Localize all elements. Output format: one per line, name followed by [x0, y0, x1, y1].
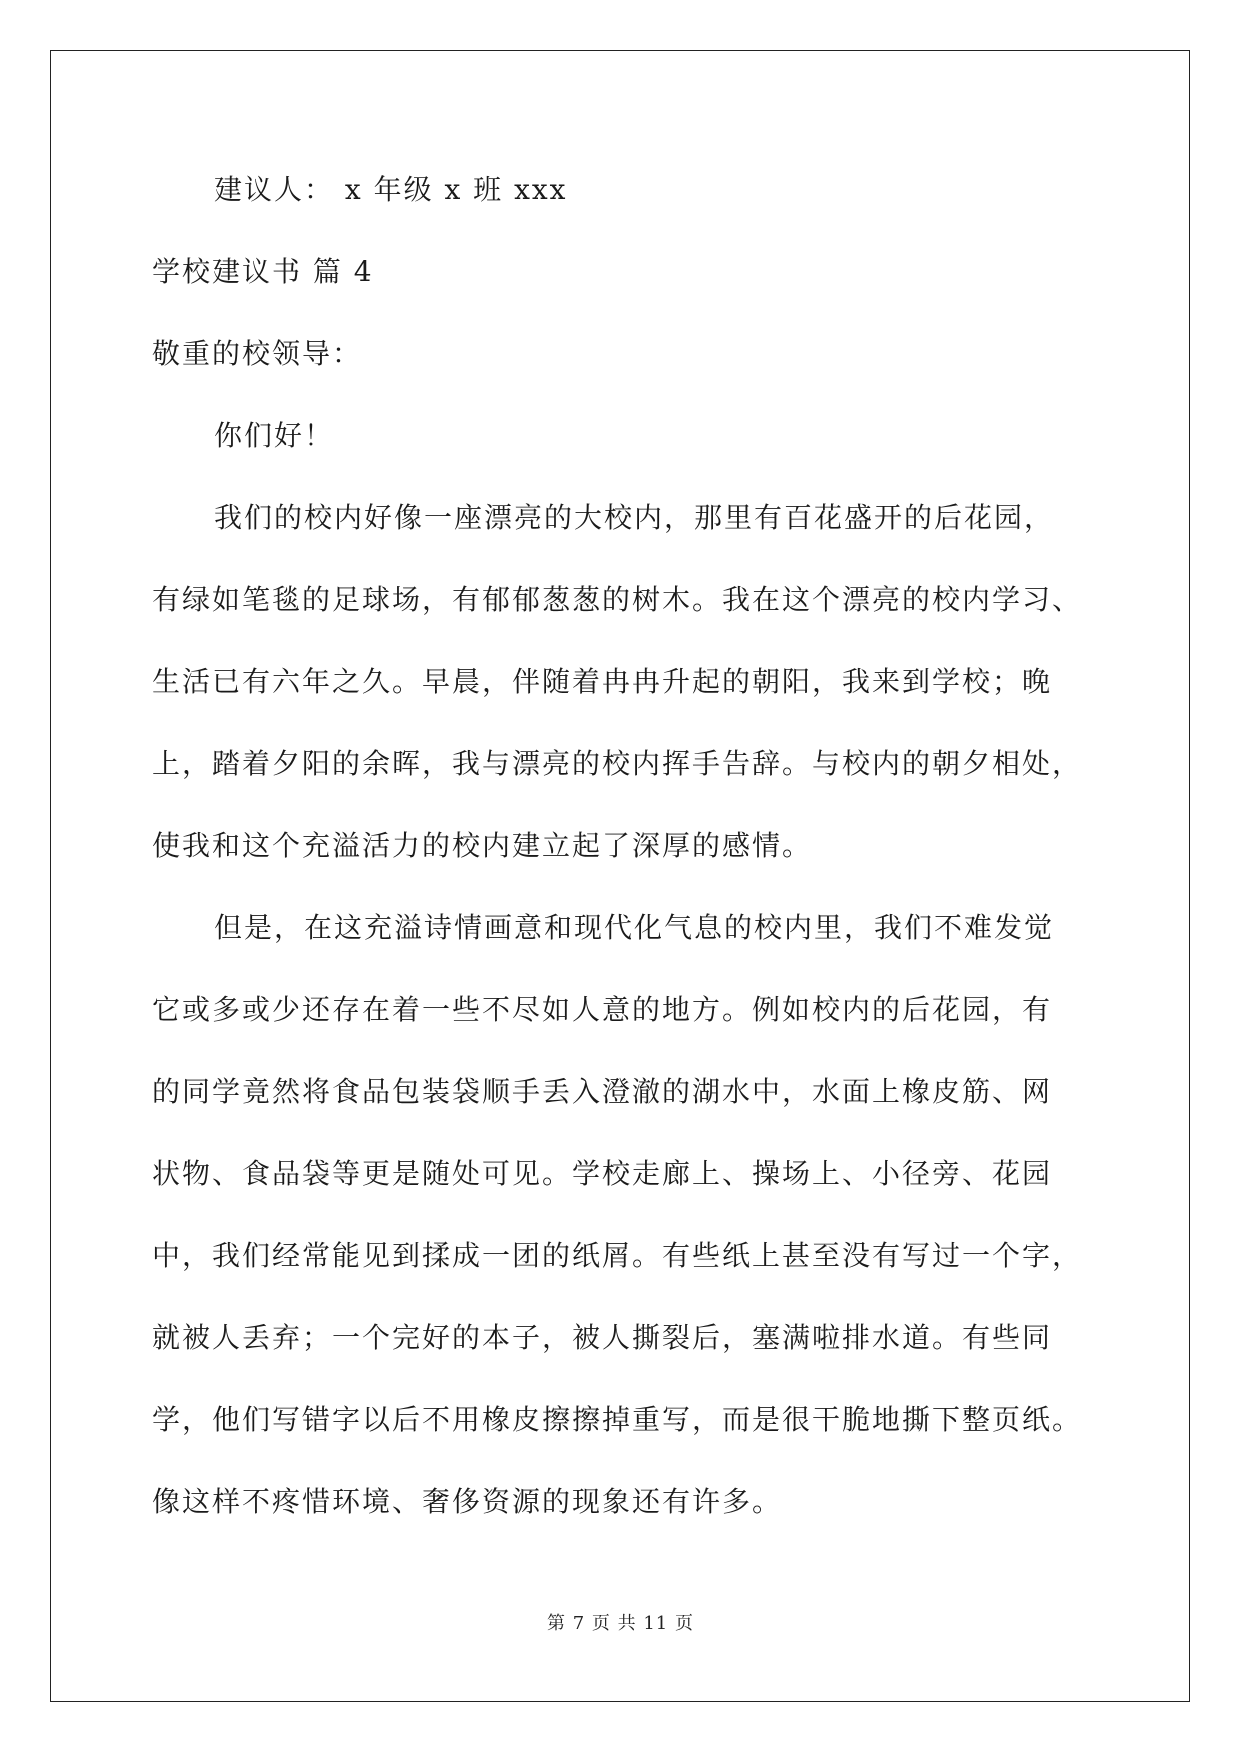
paragraph-line: 生活已有六年之久。早晨，伴随着冉冉升起的朝阳，我来到学校；晚	[152, 665, 1053, 698]
paragraph-line: 使我和这个充溢活力的校内建立起了深厚的感情。	[152, 829, 813, 862]
paragraph-line: 就被人丢弃；一个完好的本子，被人撕裂后，塞满啦排水道。有些同	[152, 1321, 1053, 1354]
paragraph-line: 它或多或少还存在着一些不尽如人意的地方。例如校内的后花园，有	[152, 993, 1053, 1026]
greeting: 你们好！	[214, 419, 335, 452]
paragraph-line: 我们的校内好像一座漂亮的大校内，那里有百花盛开的后花园，	[214, 501, 1055, 534]
paragraph-line: 学，他们写错字以后不用橡皮擦擦掉重写，而是很干脆地撕下整页纸。	[152, 1403, 1083, 1436]
paragraph-line: 但是，在这充溢诗情画意和现代化气息的校内里，我们不难发觉	[214, 911, 1055, 944]
section-heading: 学校建议书 篇 4	[152, 255, 374, 288]
paragraph-line: 上，踏着夕阳的余晖，我与漂亮的校内挥手告辞。与校内的朝夕相处，	[152, 747, 1083, 780]
salutation: 敬重的校领导：	[152, 337, 363, 370]
page-border	[50, 50, 1190, 1702]
paragraph-line: 有绿如笔毯的足球场，有郁郁葱葱的树木。我在这个漂亮的校内学习、	[152, 583, 1083, 616]
paragraph-line: 像这样不疼惜环境、奢侈资源的现象还有许多。	[152, 1485, 783, 1518]
proposer-line: 建议人： x 年级 x 班 xxx	[214, 173, 568, 206]
paragraph-line: 的同学竟然将食品包装袋顺手丢入澄澈的湖水中，水面上橡皮筋、网	[152, 1075, 1053, 1108]
page-number-footer: 第 7 页 共 11 页	[547, 1613, 694, 1634]
paragraph-line: 状物、食品袋等更是随处可见。学校走廊上、操场上、小径旁、花园	[152, 1157, 1053, 1190]
paragraph-line: 中，我们经常能见到揉成一团的纸屑。有些纸上甚至没有写过一个字，	[152, 1239, 1083, 1272]
